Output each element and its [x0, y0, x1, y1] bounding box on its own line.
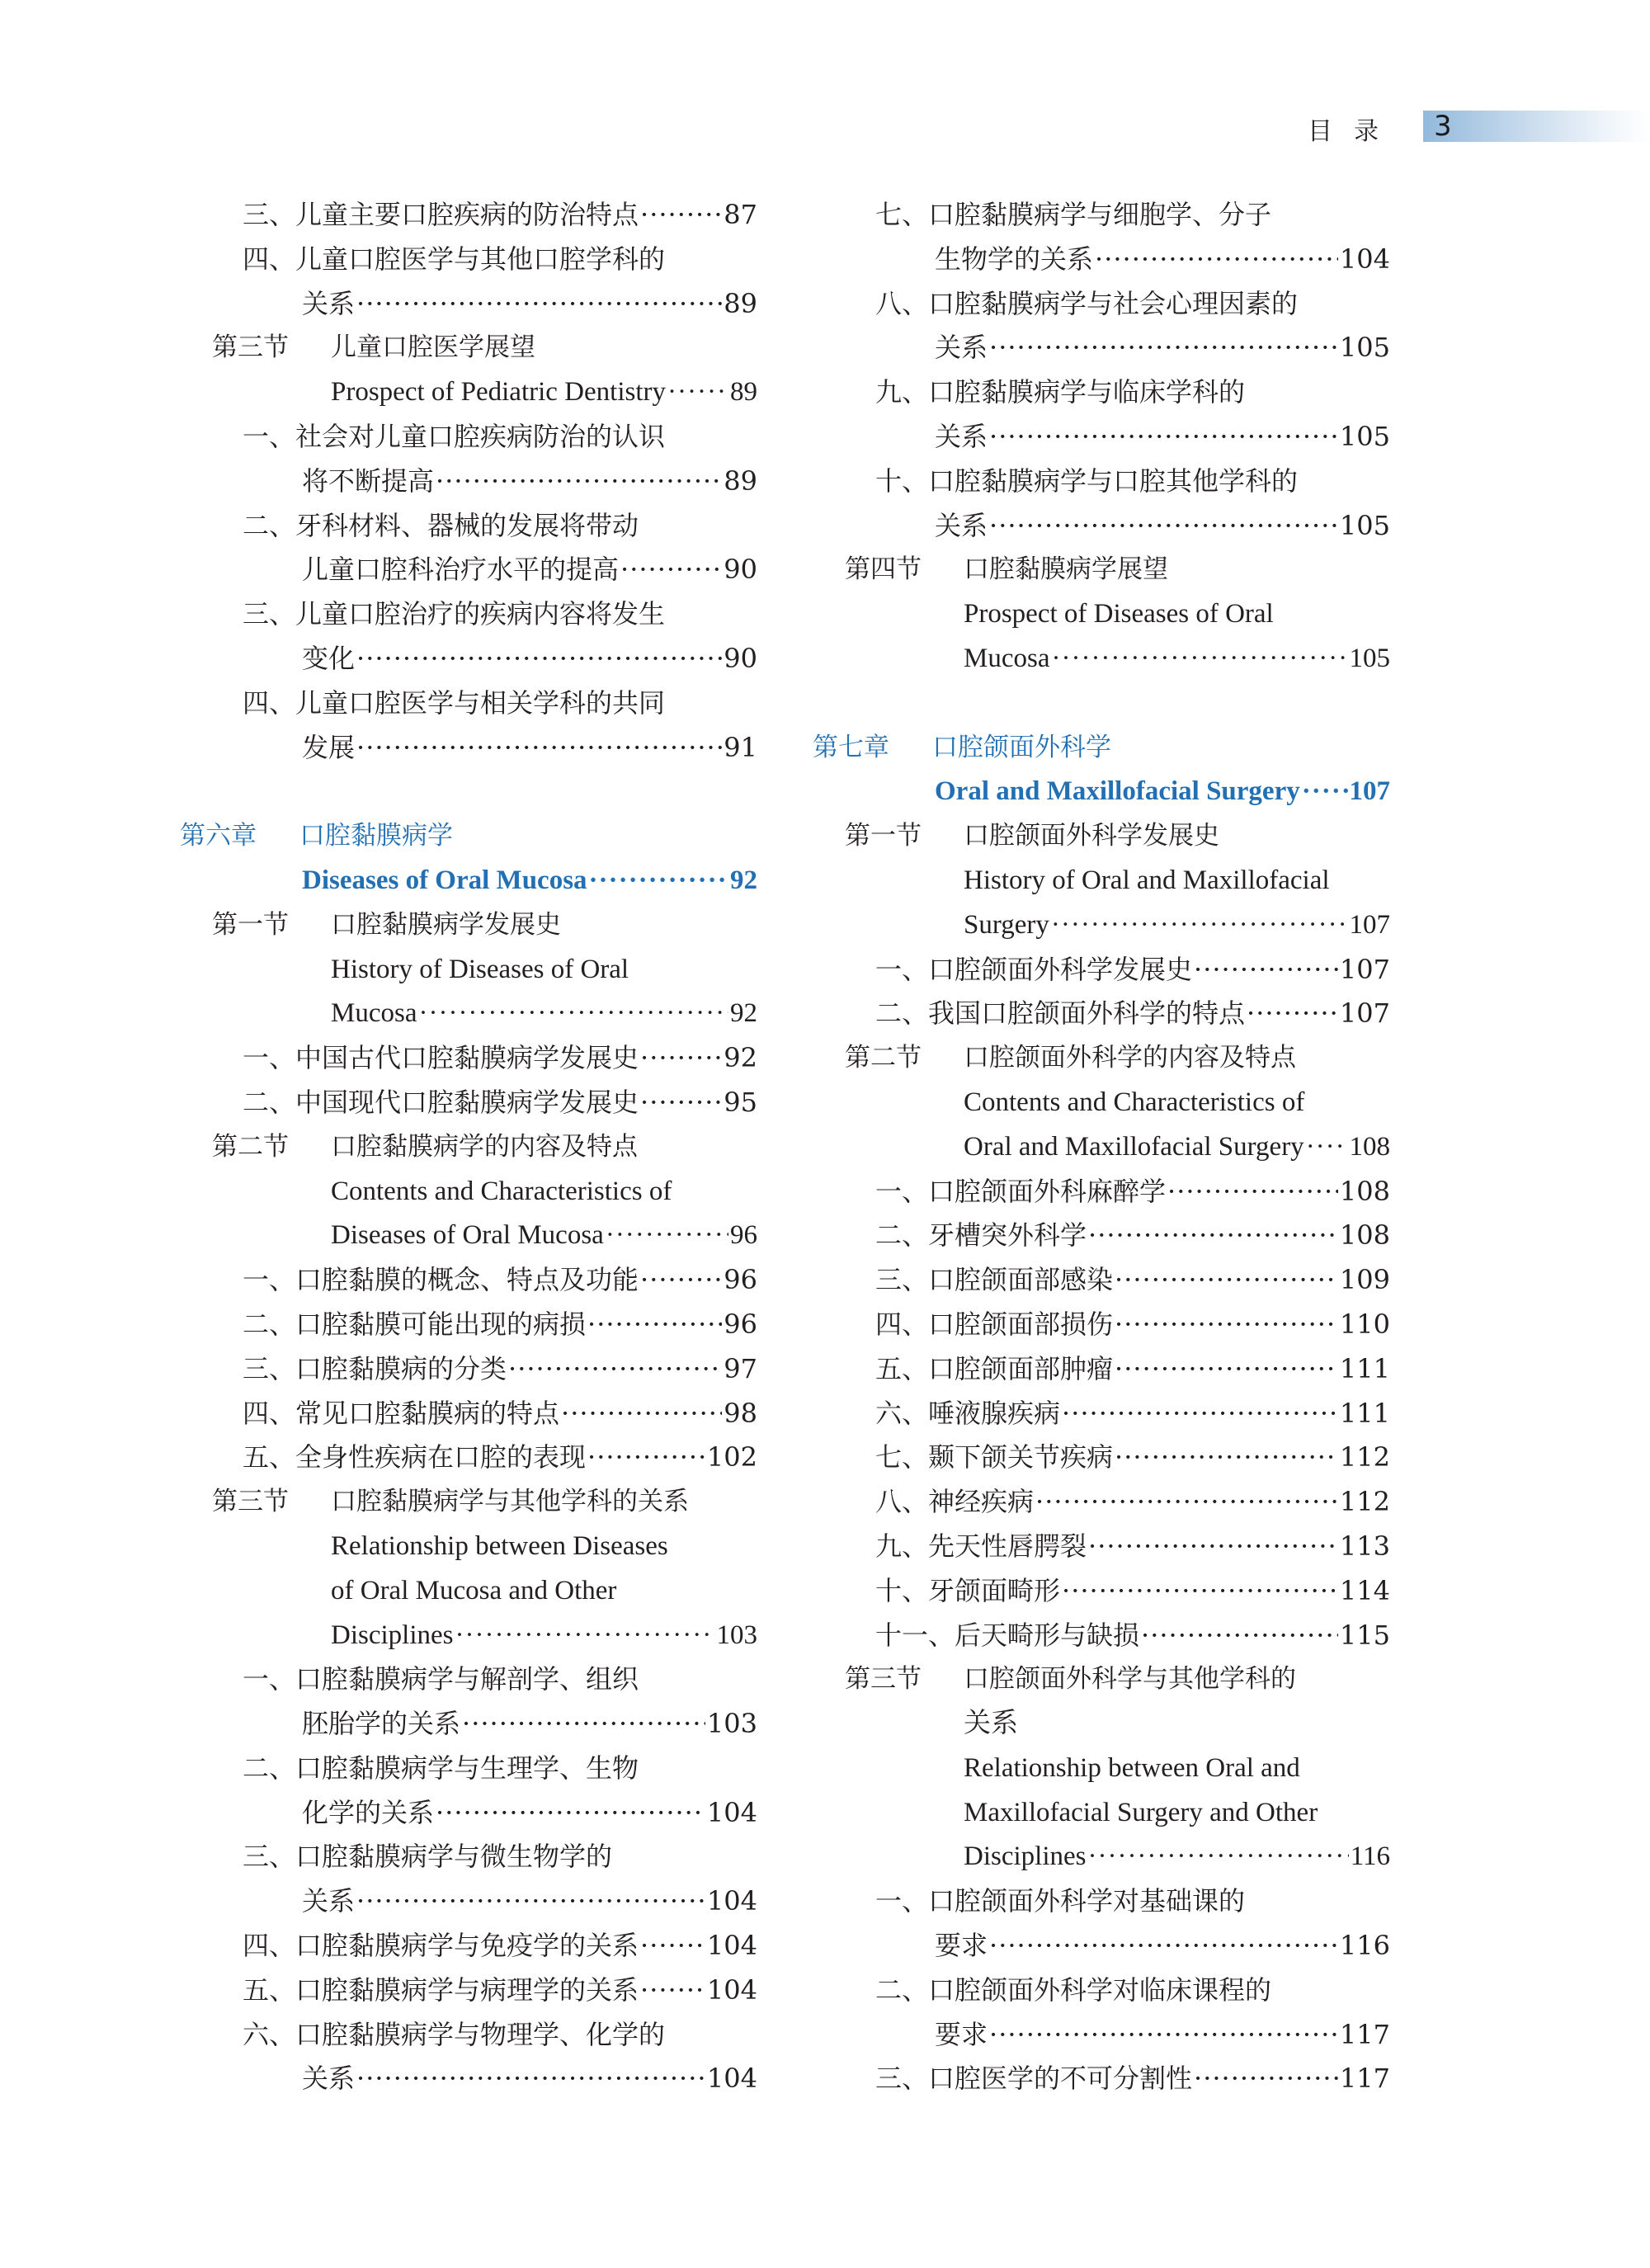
section-number: 第一节	[212, 909, 289, 940]
dot-leader	[356, 726, 722, 771]
toc-item[interactable]	[180, 1303, 757, 1347]
toc-section-english-title[interactable]	[180, 1170, 757, 1214]
dot-leader	[640, 1258, 722, 1303]
item-title: 关系	[302, 287, 356, 319]
page-ref: 104	[706, 1930, 757, 1962]
toc-item-continuation[interactable]	[813, 415, 1390, 460]
dot-leader	[1035, 1480, 1338, 1525]
item-title: 十、口腔黏膜病学与口腔其他学科的	[875, 464, 1299, 497]
dot-leader	[508, 1347, 722, 1392]
dot-leader	[989, 1924, 1338, 1969]
section-number: 第四节	[845, 554, 922, 585]
dot-leader	[989, 415, 1338, 460]
item-title: 二、口腔黏膜病学与生理学、生物	[243, 1752, 639, 1784]
dot-leader	[1306, 1125, 1348, 1170]
toc-chapter-english-title[interactable]	[813, 770, 1390, 814]
section-title: 口腔黏膜病学与其他学科的关系	[331, 1487, 689, 1517]
item-title: 化学的关系	[302, 1796, 435, 1828]
item-title: 七、颞下颌关节疾病	[875, 1441, 1114, 1473]
toc-item[interactable]	[180, 1392, 757, 1436]
dot-leader	[1141, 1614, 1338, 1658]
toc-item[interactable]	[180, 1036, 757, 1081]
page-ref: 98	[724, 1397, 757, 1429]
running-header-label: 目录	[1308, 117, 1400, 146]
toc-item[interactable]	[813, 1303, 1390, 1347]
item-title: 关系	[935, 332, 988, 364]
section-title: 口腔颌面外科学的内容及特点	[964, 1043, 1296, 1073]
section-english-title: History of Diseases of Oral	[331, 954, 629, 984]
item-title: 要求	[935, 1930, 988, 1962]
toc-item[interactable]	[180, 681, 757, 726]
toc-item[interactable]	[180, 1347, 757, 1392]
section-english-title: Prospect of Pediatric Dentistry	[331, 377, 666, 408]
toc-item-continuation[interactable]	[813, 1924, 1390, 1969]
dot-leader	[1167, 1170, 1338, 1214]
section-title: 口腔黏膜病学发展史	[331, 909, 561, 940]
page-ref: 92	[730, 998, 757, 1029]
toc-section-heading[interactable]	[813, 1036, 1390, 1081]
dot-leader	[1088, 1214, 1338, 1258]
page-ref: 92	[724, 1042, 757, 1074]
dot-leader	[356, 2057, 705, 2101]
item-title: 三、儿童口腔治疗的疾病内容将发生	[243, 598, 666, 630]
item-title: 生物学的关系	[935, 243, 1094, 275]
page-ref: 108	[1339, 1219, 1390, 1252]
item-title: 八、口腔黏膜病学与社会心理因素的	[875, 287, 1299, 319]
dot-leader	[640, 193, 722, 238]
toc-section-english-title[interactable]	[813, 1791, 1390, 1836]
toc-section-english-title[interactable]	[180, 948, 757, 993]
toc-item-continuation[interactable]	[813, 504, 1390, 549]
page-ref: 107	[1349, 776, 1390, 807]
dot-leader	[640, 1969, 705, 2013]
section-number: 第一节	[845, 821, 922, 851]
toc-item[interactable]	[813, 460, 1390, 504]
item-title: 五、全身性疾病在口腔的表现	[243, 1441, 587, 1473]
toc-item[interactable]	[813, 1614, 1390, 1658]
item-title: 关系	[935, 509, 988, 541]
item-title: 二、口腔黏膜可能出现的病损	[243, 1308, 587, 1340]
item-title: 一、口腔颌面外科学发展史	[875, 953, 1193, 985]
item-title: 关系	[302, 1885, 356, 1917]
section-english-title: Contents and Characteristics of	[331, 1176, 672, 1206]
item-title: 三、口腔颌面部感染	[875, 1264, 1114, 1296]
toc-section-english-title[interactable]	[180, 992, 757, 1036]
toc-item[interactable]	[813, 1170, 1390, 1214]
toc-item[interactable]	[813, 1480, 1390, 1525]
toc-section-english-title[interactable]	[813, 859, 1390, 903]
item-title: 一、口腔黏膜病学与解剖学、组织	[243, 1663, 639, 1695]
toc-item[interactable]	[180, 1924, 757, 1969]
section-number: 第二节	[845, 1043, 922, 1073]
toc-item[interactable]	[180, 1081, 757, 1125]
toc-chapter-heading[interactable]	[180, 814, 757, 859]
item-title: 十、牙颌面畸形	[875, 1574, 1061, 1606]
chapter-number: 第六章	[180, 821, 257, 851]
item-title: 四、儿童口腔医学与其他口腔学科的	[243, 243, 666, 275]
dot-leader	[989, 2013, 1338, 2058]
item-title: 儿童口腔科治疗水平的提高	[302, 554, 620, 586]
item-title: 三、口腔黏膜病的分类	[243, 1352, 507, 1384]
toc-chapter-english-title[interactable]	[180, 859, 757, 903]
toc-section-english-title[interactable]	[813, 1081, 1390, 1125]
section-english-title: Disciplines	[331, 1620, 454, 1650]
section-title: 口腔颌面外科学发展史	[964, 821, 1219, 851]
item-title: 二、牙槽突外科学	[875, 1219, 1087, 1252]
dot-leader	[418, 992, 728, 1036]
page-ref: 103	[706, 1708, 757, 1740]
toc-item[interactable]	[813, 2057, 1390, 2101]
dot-leader	[989, 504, 1338, 549]
item-title: 八、神经疾病	[875, 1486, 1035, 1518]
item-title: 四、常见口腔黏膜病的特点	[243, 1397, 560, 1429]
toc-item-continuation[interactable]	[180, 548, 757, 592]
chapter-title: 口腔颌面外科学	[932, 732, 1111, 762]
page-ref: 111	[1339, 1397, 1390, 1429]
chapter-title: 口腔黏膜病学	[299, 821, 453, 851]
dot-leader	[1115, 1258, 1338, 1303]
item-title: 发展	[302, 731, 356, 763]
dot-leader	[1051, 637, 1347, 681]
toc-right-column	[813, 193, 1390, 2101]
toc-item-continuation[interactable]	[180, 2057, 757, 2101]
toc-item[interactable]	[180, 1835, 757, 1879]
section-english-title: Relationship between Diseases	[331, 1530, 668, 1561]
page-ref: 107	[1349, 909, 1390, 940]
item-title: 二、中国现代口腔黏膜病学发展史	[243, 1086, 639, 1118]
toc-item[interactable]	[180, 1258, 757, 1303]
dot-leader	[455, 1614, 714, 1658]
item-title: 十一、后天畸形与缺损	[875, 1619, 1140, 1651]
toc-section-english-title[interactable]	[180, 1569, 757, 1614]
toc-item-continuation[interactable]	[180, 460, 757, 504]
item-title: 七、口腔黏膜病学与细胞学、分子	[875, 199, 1272, 230]
toc-section-heading[interactable]	[180, 1125, 757, 1170]
chapter-number: 第七章	[813, 732, 889, 762]
toc-item[interactable]	[180, 1969, 757, 2013]
page-number: 3	[1434, 110, 1452, 143]
toc-section-heading[interactable]	[180, 903, 757, 948]
section-title: 口腔颌面外科学与其他学科的	[964, 1664, 1296, 1695]
page-ref: 96	[724, 1308, 757, 1340]
item-title: 二、我国口腔颌面外科学的特点	[875, 997, 1246, 1030]
toc-left-column	[180, 193, 757, 2101]
page-ref: 112	[1339, 1486, 1390, 1518]
toc-section-english-title[interactable]	[813, 1702, 1390, 1747]
page-ref: 117	[1339, 2018, 1390, 2050]
item-title: 九、先天性唇腭裂	[875, 1530, 1087, 1562]
page-ref: 113	[1339, 1530, 1390, 1562]
toc-item[interactable]	[813, 1569, 1390, 1614]
page-ref: 89	[724, 287, 757, 319]
toc-section-heading[interactable]	[813, 1657, 1390, 1702]
dot-leader	[1194, 2057, 1338, 2101]
page-ref: 90	[724, 642, 757, 674]
item-title: 将不断提高	[302, 464, 435, 497]
dot-leader	[1062, 1569, 1338, 1614]
page-ref: 114	[1339, 1574, 1390, 1606]
dot-leader	[989, 326, 1338, 370]
page-ref: 104	[706, 1973, 757, 2006]
toc-item[interactable]	[813, 1436, 1390, 1480]
page-ref: 108	[1349, 1131, 1390, 1162]
section-english-title: Prospect of Diseases of Oral	[964, 599, 1274, 629]
dot-leader	[587, 1436, 705, 1480]
page-ref: 89	[730, 377, 757, 408]
page-ref: 92	[730, 865, 757, 895]
toc-item[interactable]	[180, 415, 757, 460]
section-number: 第二节	[212, 1131, 289, 1162]
toc-section-heading[interactable]	[813, 548, 1390, 592]
toc-item[interactable]	[813, 1392, 1390, 1436]
dot-leader	[561, 1392, 722, 1436]
dot-leader	[356, 1879, 705, 1924]
section-title: 口腔黏膜病学展望	[964, 554, 1168, 585]
section-english-title: Mucosa	[964, 643, 1050, 673]
toc-item[interactable]	[180, 592, 757, 637]
page-ref: 97	[724, 1352, 757, 1384]
dot-leader	[620, 548, 722, 592]
toc-item[interactable]	[813, 948, 1390, 993]
item-title: 变化	[302, 642, 356, 674]
section-number: 第三节	[212, 1487, 289, 1517]
dot-leader	[1087, 1835, 1348, 1879]
section-english-title: 关系	[964, 1709, 1018, 1739]
dot-leader	[640, 1036, 722, 1081]
page-ref: 109	[1339, 1264, 1390, 1296]
dot-leader	[1062, 1392, 1338, 1436]
item-title: 四、儿童口腔医学与相关学科的共同	[243, 686, 666, 719]
page-ref: 104	[706, 1796, 757, 1828]
page-ref: 104	[706, 2063, 757, 2095]
page-ref: 117	[1339, 2063, 1390, 2095]
section-english-title: Mucosa	[331, 998, 417, 1029]
page-ref: 105	[1339, 420, 1390, 452]
dot-leader	[1095, 238, 1338, 282]
toc-item[interactable]	[180, 2013, 757, 2058]
dot-leader	[1115, 1436, 1338, 1480]
item-title: 一、口腔黏膜的概念、特点及功能	[243, 1264, 639, 1296]
dot-leader	[436, 460, 722, 504]
item-title: 六、口腔黏膜病学与物理学、化学的	[243, 2018, 666, 2050]
toc-item[interactable]	[813, 1969, 1390, 2013]
dot-leader	[1115, 1347, 1338, 1392]
toc-section-heading[interactable]	[813, 814, 1390, 859]
item-title: 三、口腔黏膜病学与微生物学的	[243, 1841, 613, 1873]
section-english-title: Oral and Maxillofacial Surgery	[964, 1131, 1304, 1162]
page-ref: 112	[1339, 1441, 1390, 1473]
toc-section-heading[interactable]	[180, 326, 757, 370]
item-title: 九、口腔黏膜病学与临床学科的	[875, 376, 1246, 408]
page-ref: 90	[724, 554, 757, 586]
item-title: 要求	[935, 2018, 988, 2050]
toc-section-english-title[interactable]	[180, 370, 757, 415]
toc-item[interactable]	[180, 193, 757, 238]
item-title: 三、儿童主要口腔疾病的防治特点	[243, 199, 639, 230]
item-title: 六、唾液腺疾病	[875, 1397, 1061, 1429]
toc-item[interactable]	[180, 1436, 757, 1480]
toc-item-continuation[interactable]	[180, 1702, 757, 1747]
page-ref: 96	[724, 1264, 757, 1296]
toc-section-english-title[interactable]	[813, 903, 1390, 948]
dot-leader	[1051, 903, 1348, 948]
page-ref: 103	[716, 1620, 757, 1650]
toc-item-continuation[interactable]	[813, 2013, 1390, 2058]
section-english-title: Surgery	[964, 909, 1049, 940]
section-number: 第三节	[212, 332, 289, 363]
section-english-title: Disciplines	[964, 1841, 1087, 1872]
toc-item-continuation[interactable]	[813, 238, 1390, 282]
dot-leader	[462, 1702, 705, 1747]
dot-leader	[356, 282, 722, 327]
item-title: 四、口腔颌面部损伤	[875, 1308, 1114, 1340]
page-ref: 87	[724, 199, 757, 230]
toc-item-continuation[interactable]	[180, 1879, 757, 1924]
section-title: 口腔黏膜病学的内容及特点	[331, 1131, 638, 1162]
dot-leader	[667, 370, 728, 415]
item-title: 一、口腔颌面外科学对基础课的	[875, 1885, 1246, 1917]
item-title: 一、中国古代口腔黏膜病学发展史	[243, 1042, 639, 1074]
toc-item[interactable]	[180, 1657, 757, 1702]
toc-section-english-title[interactable]	[813, 637, 1390, 681]
toc-item[interactable]	[813, 193, 1390, 238]
page-ref: 110	[1339, 1308, 1390, 1340]
item-title: 一、口腔颌面外科麻醉学	[875, 1175, 1167, 1207]
item-title: 关系	[935, 420, 988, 452]
page-ref: 116	[1350, 1841, 1390, 1872]
page-ref: 116	[1339, 1930, 1390, 1962]
section-english-title: History of Oral and Maxillofacial	[964, 865, 1330, 895]
toc-item[interactable]	[180, 238, 757, 282]
section-english-title: Contents and Characteristics of	[964, 1087, 1305, 1117]
section-english-title: of Oral Mucosa and Other	[331, 1575, 617, 1606]
toc-item[interactable]	[813, 1879, 1390, 1924]
dot-leader	[436, 1791, 705, 1836]
toc-section-english-title[interactable]	[813, 592, 1390, 637]
toc-item-continuation[interactable]	[180, 282, 757, 327]
page-ref: 91	[724, 731, 757, 763]
toc-item-continuation[interactable]	[180, 1791, 757, 1836]
page-ref: 107	[1339, 953, 1390, 985]
toc-item-continuation[interactable]	[813, 326, 1390, 370]
toc-item[interactable]	[180, 1747, 757, 1791]
page-ref: 105	[1349, 643, 1390, 673]
toc-section-english-title[interactable]	[180, 1525, 757, 1569]
item-title: 关系	[302, 2063, 356, 2095]
toc-item[interactable]	[813, 1525, 1390, 1569]
item-title: 五、口腔颌面部肿瘤	[875, 1352, 1114, 1384]
dot-leader	[1115, 1303, 1338, 1347]
page-ref: 105	[1339, 332, 1390, 364]
item-title: 二、口腔颌面外科学对临床课程的	[875, 1973, 1272, 2006]
toc-item[interactable]	[813, 370, 1390, 415]
page-ref: 111	[1339, 1352, 1390, 1384]
section-english-title: Maxillofacial Surgery and Other	[964, 1797, 1318, 1827]
item-title: 五、口腔黏膜病学与病理学的关系	[243, 1973, 639, 2006]
dot-leader	[606, 1214, 728, 1258]
toc-spacer	[813, 681, 1390, 726]
page-ref: 96	[730, 1220, 757, 1251]
toc-section-english-title[interactable]	[813, 1747, 1390, 1791]
toc-section-heading[interactable]	[180, 1480, 757, 1525]
toc-item[interactable]	[180, 504, 757, 549]
toc-item[interactable]	[813, 1347, 1390, 1392]
chapter-english-title: Oral and Maxillofacial Surgery	[935, 776, 1300, 807]
page-ref: 105	[1339, 509, 1390, 541]
toc-item[interactable]	[813, 992, 1390, 1036]
toc-section-english-title[interactable]	[813, 1125, 1390, 1170]
item-title: 四、口腔黏膜病学与免疫学的关系	[243, 1930, 639, 1962]
toc-item[interactable]	[813, 1258, 1390, 1303]
dot-leader	[1302, 770, 1348, 814]
toc-section-english-title[interactable]	[180, 1614, 757, 1658]
toc-item-continuation[interactable]	[180, 726, 757, 771]
item-title: 一、社会对儿童口腔疾病防治的认识	[243, 420, 666, 452]
dot-leader	[589, 859, 728, 903]
toc-spacer	[180, 770, 757, 814]
page-ref: 104	[706, 1885, 757, 1917]
toc-section-english-title[interactable]	[180, 1214, 757, 1258]
item-title: 胚胎学的关系	[302, 1708, 461, 1740]
page-ref: 108	[1339, 1175, 1390, 1207]
chapter-english-title: Diseases of Oral Mucosa	[302, 865, 587, 895]
dot-leader	[640, 1924, 705, 1969]
section-title: 儿童口腔医学展望	[331, 332, 535, 363]
toc-item-continuation[interactable]	[180, 637, 757, 681]
page-ref: 104	[1339, 243, 1390, 275]
toc-item[interactable]	[813, 282, 1390, 327]
page-ref: 102	[706, 1441, 757, 1473]
section-english-title: Diseases of Oral Mucosa	[331, 1220, 604, 1251]
toc-chapter-heading[interactable]	[813, 726, 1390, 771]
dot-leader	[1247, 992, 1338, 1036]
page-number-tab	[1423, 111, 1650, 142]
page-ref: 107	[1339, 997, 1390, 1030]
toc-item[interactable]	[813, 1214, 1390, 1258]
page-ref: 89	[724, 464, 757, 497]
dot-leader	[640, 1081, 722, 1125]
dot-leader	[587, 1303, 722, 1347]
item-title: 二、牙科材料、器械的发展将带动	[243, 509, 639, 541]
item-title: 三、口腔医学的不可分割性	[875, 2063, 1193, 2095]
section-english-title: Relationship between Oral and	[964, 1752, 1300, 1783]
dot-leader	[356, 637, 722, 681]
page-ref: 95	[724, 1086, 757, 1118]
page-ref: 115	[1339, 1619, 1390, 1651]
toc-section-english-title[interactable]	[813, 1835, 1390, 1879]
dot-leader	[1194, 948, 1338, 993]
dot-leader	[1088, 1525, 1338, 1569]
section-number: 第三节	[845, 1664, 922, 1695]
